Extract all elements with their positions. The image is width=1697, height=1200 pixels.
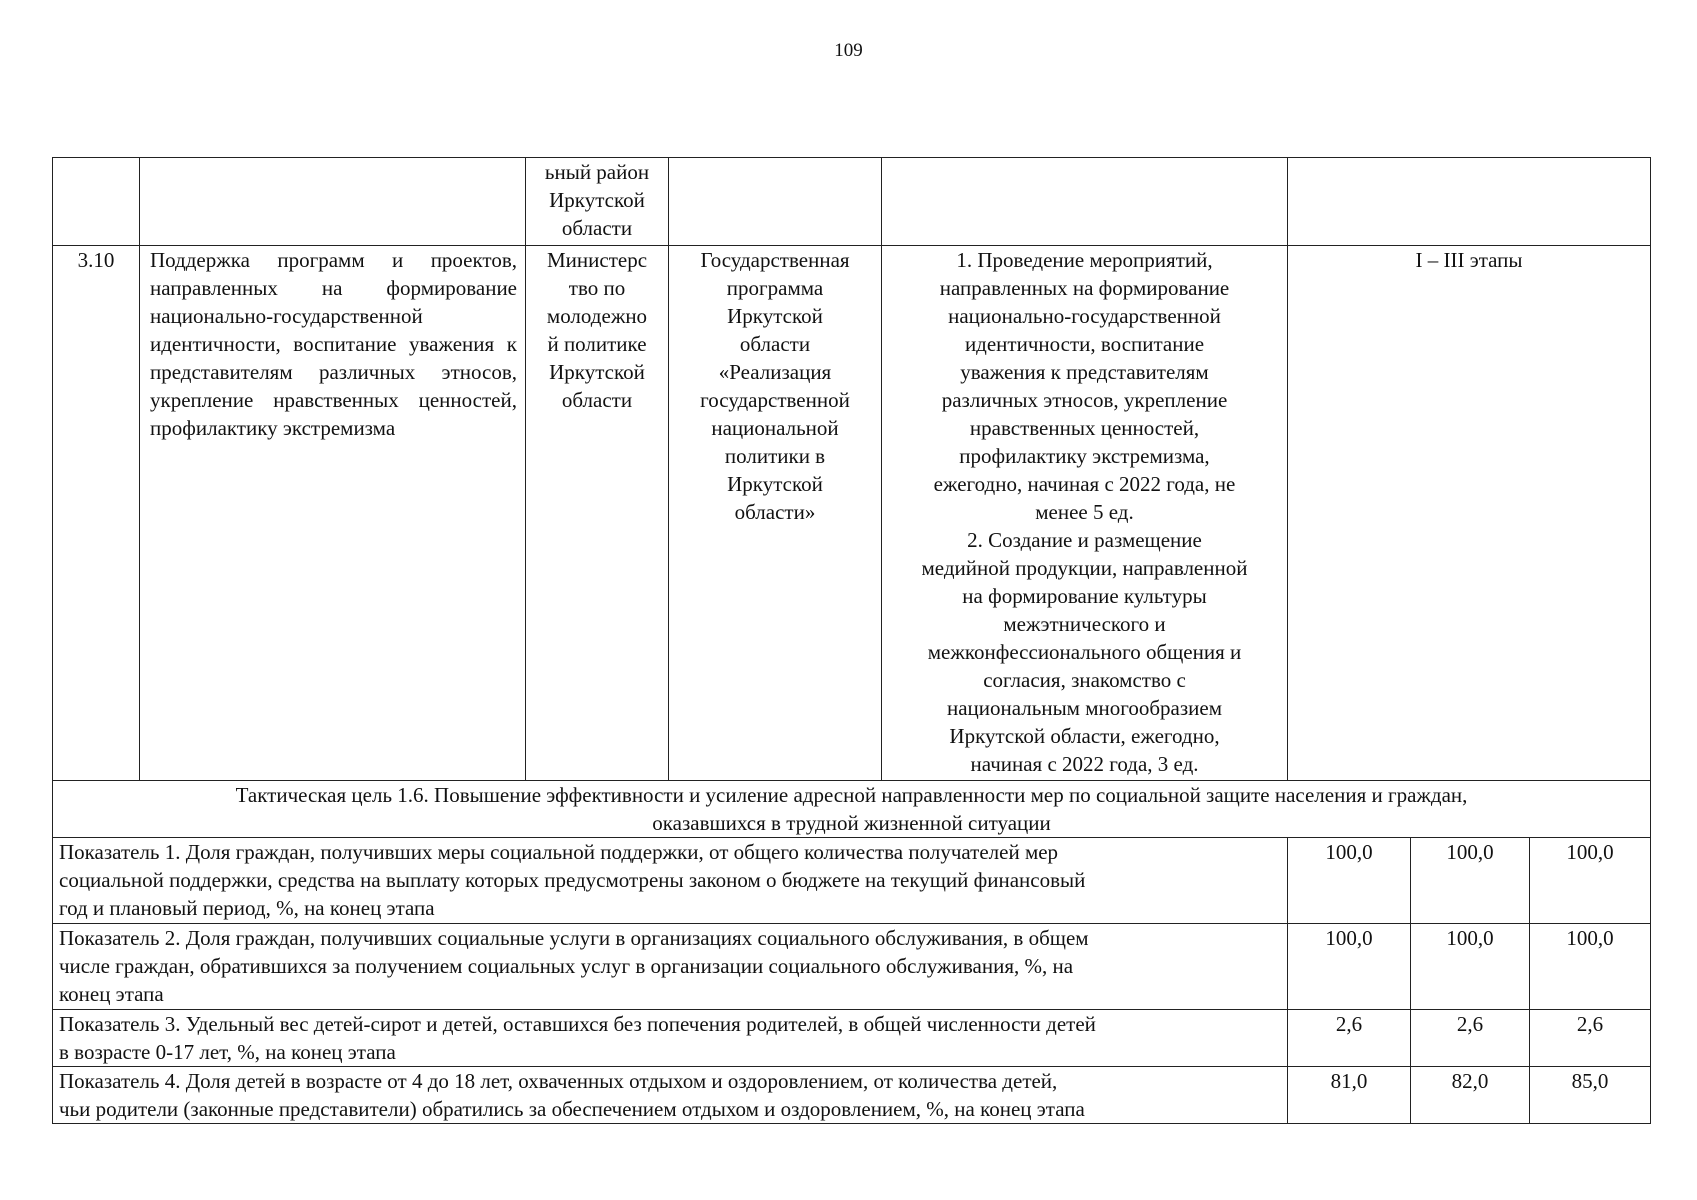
measure-stages: I – III этапы [1288,246,1651,781]
measure-row-3-10 [53,246,1651,781]
indicator-row-2 [53,924,1651,1010]
cont-program-cell [669,158,882,246]
measure-executor: Министерс тво по молодежно й политике Иркутской области [526,246,669,781]
page-number: 109 [834,40,863,61]
measure-program: Государственная программа Иркутской области «Реализация государственной национальной политики в Иркутской области» [669,246,882,781]
continuation-row [53,158,1651,246]
program-table [52,157,1651,1124]
measure-name: Поддержка программ и проектов, направленных на формирование национально-государственной идентичности, воспитание уважения к представителям различных этносов, укрепление нравственных ценностей, профилактику экстремизма [140,246,526,781]
indicator-value-stage-1: 100,0 [1288,838,1411,924]
indicator-value-stage-1: 100,0 [1288,924,1411,1010]
indicator-text: Показатель 2. Доля граждан, получивших социальные услуги в организациях социального обслуживания, в общем числе граждан, обратившихся за получением социальных услуг в организации социального обслуживания, %, на конец этапа [53,924,1288,1010]
cont-results-cell [882,158,1288,246]
measure-number: 3.10 [53,246,140,781]
indicator-text: Показатель 4. Доля детей в возрасте от 4 до 18 лет, охваченных отдыхом и оздоровлением, от количества детей, чьи родители (законные представители) обратились за обеспечением отдыхом и оздоровлением, %, на конец этапа [53,1067,1288,1124]
indicator-row-4 [53,1067,1651,1124]
cont-executor-cell: ьный район Иркутской области [526,158,669,246]
measure-results: 1. Проведение мероприятий, направленных на формирование национально-государственной идентичности, воспитание уважения к представителям различных этносов, укрепление нравственных ценностей, профилактику экстремизма, ежегодно, начиная с 2022 года, не менее 5 ед. 2. Создание и размещение медийной продукции, направленной на формирование культуры межэтнического и межконфессионального общения и согласия, знакомство с национальным многообразием Иркутской области, ежегодно, начиная с 2022 года, 3 ед. [882,246,1288,781]
cont-stages-cell [1288,158,1651,246]
tactical-goal: Тактическая цель 1.6. Повышение эффективности и усиление адресной направленности мер по социальной защите населения и граждан, оказавшихся в трудной жизненной ситуации [53,781,1651,838]
indicator-row-3 [53,1010,1651,1067]
indicator-value-stage-3: 2,6 [1530,1010,1651,1067]
indicator-row-1 [53,838,1651,924]
indicator-value-stage-1: 2,6 [1288,1010,1411,1067]
indicator-value-stage-3: 100,0 [1530,838,1651,924]
indicator-value-stage-2: 100,0 [1411,924,1530,1010]
cont-number-cell [53,158,140,246]
indicator-value-stage-2: 2,6 [1411,1010,1530,1067]
indicator-value-stage-2: 100,0 [1411,838,1530,924]
indicator-value-stage-1: 81,0 [1288,1067,1411,1124]
tactical-goal-row [53,781,1651,838]
indicator-text: Показатель 1. Доля граждан, получивших меры социальной поддержки, от общего количества получателей мер социальной поддержки, средства на выплату которых предусмотрены законом о бюджете на текущий финансовый год и плановый период, %, на конец этапа [53,838,1288,924]
cont-name-cell [140,158,526,246]
indicator-value-stage-2: 82,0 [1411,1067,1530,1124]
indicator-value-stage-3: 100,0 [1530,924,1651,1010]
indicator-value-stage-3: 85,0 [1530,1067,1651,1124]
indicator-text: Показатель 3. Удельный вес детей-сирот и детей, оставшихся без попечения родителей, в общей численности детей в возрасте 0-17 лет, %, на конец этапа [53,1010,1288,1067]
